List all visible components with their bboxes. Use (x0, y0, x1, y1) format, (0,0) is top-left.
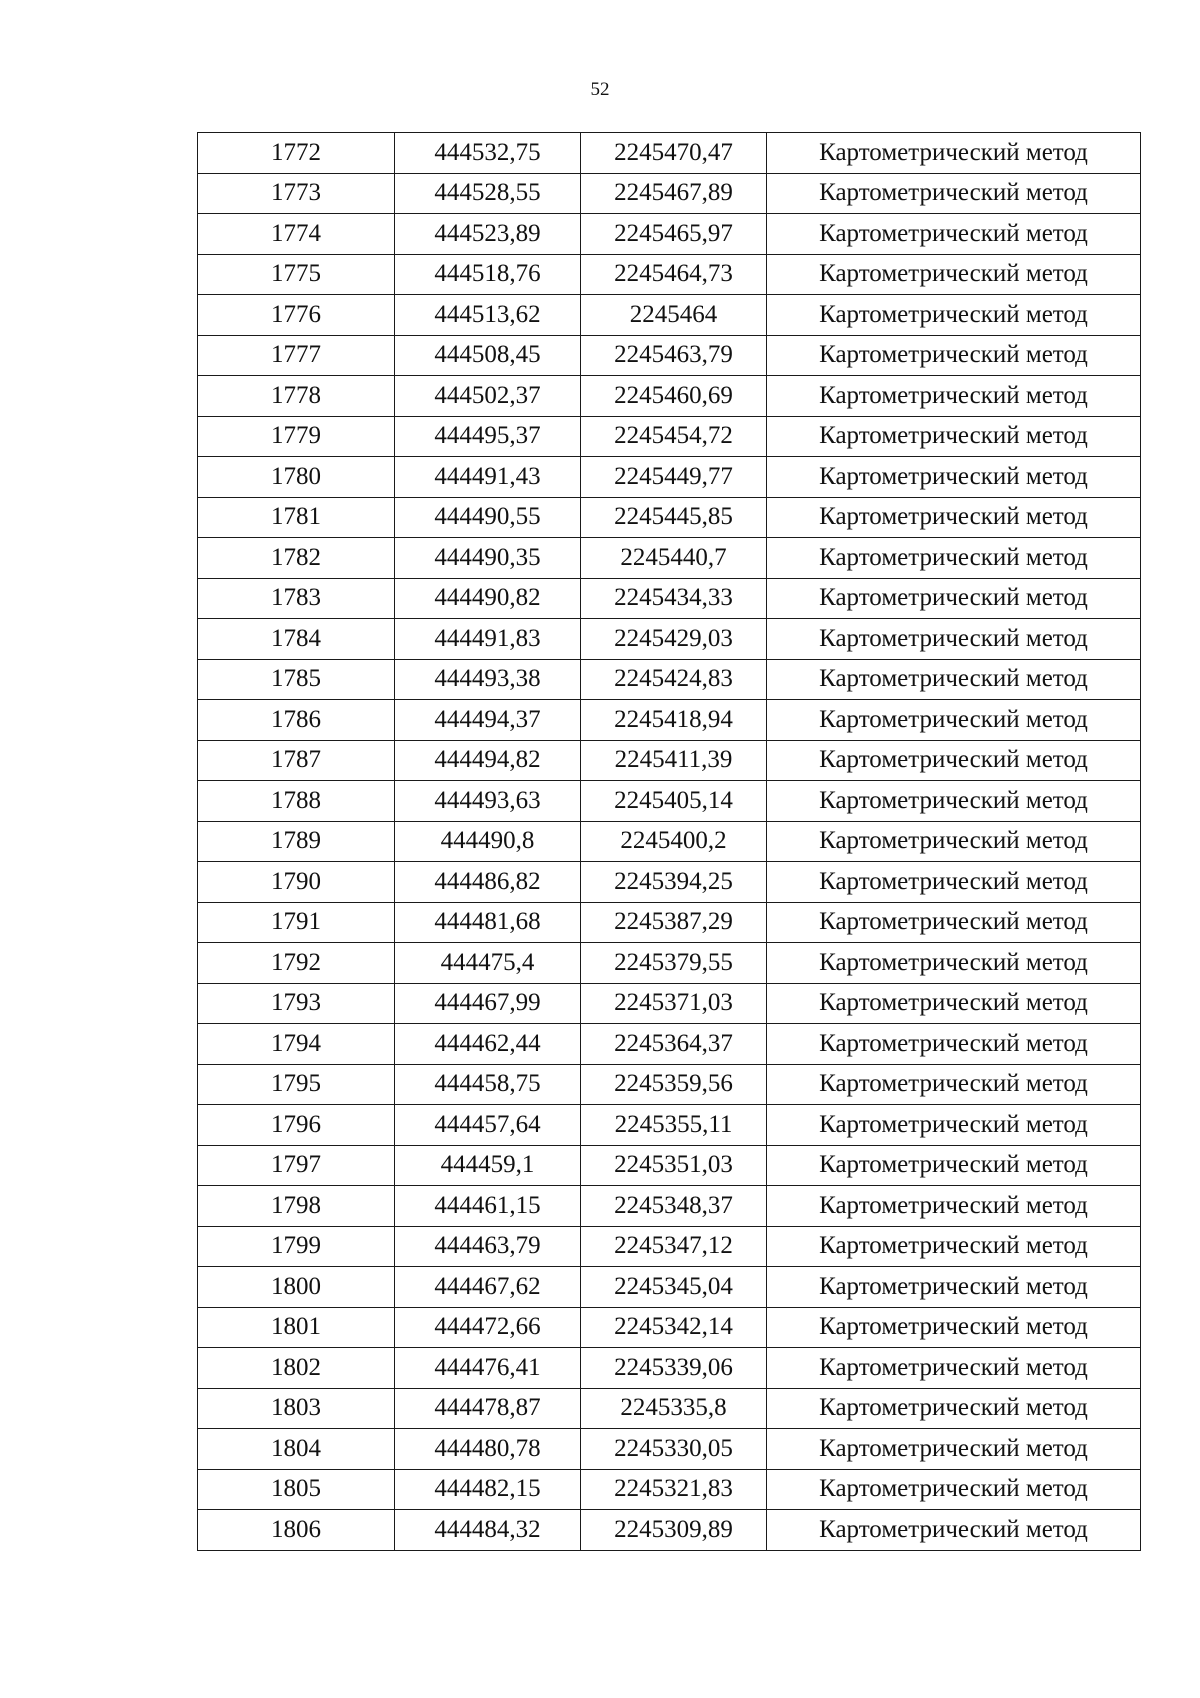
y-coordinate-cell: 2245339,06 (581, 1348, 767, 1389)
point-number-cell: 1796 (198, 1105, 395, 1146)
method-cell: Картометрический метод (767, 173, 1141, 214)
y-coordinate-cell: 2245347,12 (581, 1226, 767, 1267)
method-cell: Картометрический метод (767, 1145, 1141, 1186)
method-cell: Картометрический метод (767, 214, 1141, 255)
table-row (198, 1186, 1141, 1227)
method-cell: Картометрический метод (767, 376, 1141, 417)
x-coordinate-cell: 444532,75 (395, 133, 581, 174)
y-coordinate-cell: 2245345,04 (581, 1267, 767, 1308)
table-row (198, 983, 1141, 1024)
point-number-cell: 1788 (198, 781, 395, 822)
table-row (198, 1307, 1141, 1348)
method-cell: Картометрический метод (767, 1429, 1141, 1470)
x-coordinate-cell: 444491,43 (395, 457, 581, 498)
point-number-cell: 1783 (198, 578, 395, 619)
x-coordinate-cell: 444472,66 (395, 1307, 581, 1348)
x-coordinate-cell: 444457,64 (395, 1105, 581, 1146)
point-number-cell: 1773 (198, 173, 395, 214)
x-coordinate-cell: 444478,87 (395, 1388, 581, 1429)
point-number-cell: 1794 (198, 1024, 395, 1065)
y-coordinate-cell: 2245379,55 (581, 943, 767, 984)
x-coordinate-cell: 444490,35 (395, 538, 581, 579)
method-cell: Картометрический метод (767, 1064, 1141, 1105)
table-row (198, 781, 1141, 822)
method-cell: Картометрический метод (767, 902, 1141, 943)
table-row (198, 376, 1141, 417)
y-coordinate-cell: 2245355,11 (581, 1105, 767, 1146)
x-coordinate-cell: 444467,99 (395, 983, 581, 1024)
x-coordinate-cell: 444513,62 (395, 295, 581, 336)
table-row (198, 295, 1141, 336)
point-number-cell: 1778 (198, 376, 395, 417)
method-cell: Картометрический метод (767, 254, 1141, 295)
method-cell: Картометрический метод (767, 700, 1141, 741)
point-number-cell: 1775 (198, 254, 395, 295)
x-coordinate-cell: 444502,37 (395, 376, 581, 417)
x-coordinate-cell: 444491,83 (395, 619, 581, 660)
table-row (198, 1064, 1141, 1105)
table-row (198, 1226, 1141, 1267)
y-coordinate-cell: 2245359,56 (581, 1064, 767, 1105)
y-coordinate-cell: 2245348,37 (581, 1186, 767, 1227)
table-row (198, 538, 1141, 579)
point-number-cell: 1784 (198, 619, 395, 660)
method-cell: Картометрический метод (767, 740, 1141, 781)
method-cell: Картометрический метод (767, 821, 1141, 862)
point-number-cell: 1802 (198, 1348, 395, 1389)
y-coordinate-cell: 2245364,37 (581, 1024, 767, 1065)
method-cell: Картометрический метод (767, 983, 1141, 1024)
x-coordinate-cell: 444475,4 (395, 943, 581, 984)
y-coordinate-cell: 2245321,83 (581, 1469, 767, 1510)
point-number-cell: 1772 (198, 133, 395, 174)
point-number-cell: 1790 (198, 862, 395, 903)
x-coordinate-cell: 444490,82 (395, 578, 581, 619)
y-coordinate-cell: 2245434,33 (581, 578, 767, 619)
y-coordinate-cell: 2245470,47 (581, 133, 767, 174)
y-coordinate-cell: 2245394,25 (581, 862, 767, 903)
table-row (198, 1388, 1141, 1429)
table-row (198, 497, 1141, 538)
point-number-cell: 1798 (198, 1186, 395, 1227)
method-cell: Картометрический метод (767, 862, 1141, 903)
x-coordinate-cell: 444480,78 (395, 1429, 581, 1470)
point-number-cell: 1780 (198, 457, 395, 498)
y-coordinate-cell: 2245335,8 (581, 1388, 767, 1429)
y-coordinate-cell: 2245309,89 (581, 1510, 767, 1551)
y-coordinate-cell: 2245465,97 (581, 214, 767, 255)
y-coordinate-cell: 2245342,14 (581, 1307, 767, 1348)
point-number-cell: 1789 (198, 821, 395, 862)
y-coordinate-cell: 2245418,94 (581, 700, 767, 741)
table-row (198, 1348, 1141, 1389)
point-number-cell: 1781 (198, 497, 395, 538)
x-coordinate-cell: 444490,55 (395, 497, 581, 538)
point-number-cell: 1791 (198, 902, 395, 943)
x-coordinate-cell: 444508,45 (395, 335, 581, 376)
x-coordinate-cell: 444495,37 (395, 416, 581, 457)
y-coordinate-cell: 2245424,83 (581, 659, 767, 700)
x-coordinate-cell: 444523,89 (395, 214, 581, 255)
method-cell: Картометрический метод (767, 295, 1141, 336)
method-cell: Картометрический метод (767, 1469, 1141, 1510)
table-row (198, 1429, 1141, 1470)
point-number-cell: 1774 (198, 214, 395, 255)
method-cell: Картометрический метод (767, 1267, 1141, 1308)
y-coordinate-cell: 2245371,03 (581, 983, 767, 1024)
table-row (198, 1105, 1141, 1146)
x-coordinate-cell: 444476,41 (395, 1348, 581, 1389)
method-cell: Картометрический метод (767, 619, 1141, 660)
table-row (198, 659, 1141, 700)
page-number: 52 (590, 79, 610, 100)
coordinates-table-body (198, 133, 1141, 1551)
method-cell: Картометрический метод (767, 457, 1141, 498)
point-number-cell: 1805 (198, 1469, 395, 1510)
table-row (198, 1145, 1141, 1186)
x-coordinate-cell: 444484,32 (395, 1510, 581, 1551)
y-coordinate-cell: 2245454,72 (581, 416, 767, 457)
table-row (198, 943, 1141, 984)
x-coordinate-cell: 444481,68 (395, 902, 581, 943)
x-coordinate-cell: 444459,1 (395, 1145, 581, 1186)
table-row (198, 457, 1141, 498)
y-coordinate-cell: 2245411,39 (581, 740, 767, 781)
method-cell: Картометрический метод (767, 1307, 1141, 1348)
x-coordinate-cell: 444493,38 (395, 659, 581, 700)
table-row (198, 254, 1141, 295)
table-row (198, 133, 1141, 174)
coordinates-table (197, 132, 1141, 1551)
method-cell: Картометрический метод (767, 1388, 1141, 1429)
y-coordinate-cell: 2245449,77 (581, 457, 767, 498)
method-cell: Картометрический метод (767, 1226, 1141, 1267)
x-coordinate-cell: 444528,55 (395, 173, 581, 214)
method-cell: Картометрический метод (767, 538, 1141, 579)
method-cell: Картометрический метод (767, 1186, 1141, 1227)
y-coordinate-cell: 2245464,73 (581, 254, 767, 295)
table-row (198, 1024, 1141, 1065)
x-coordinate-cell: 444486,82 (395, 862, 581, 903)
method-cell: Картометрический метод (767, 416, 1141, 457)
table-row (198, 619, 1141, 660)
point-number-cell: 1786 (198, 700, 395, 741)
point-number-cell: 1776 (198, 295, 395, 336)
table-row (198, 1510, 1141, 1551)
x-coordinate-cell: 444490,8 (395, 821, 581, 862)
y-coordinate-cell: 2245387,29 (581, 902, 767, 943)
y-coordinate-cell: 2245330,05 (581, 1429, 767, 1470)
y-coordinate-cell: 2245464 (581, 295, 767, 336)
method-cell: Картометрический метод (767, 578, 1141, 619)
point-number-cell: 1779 (198, 416, 395, 457)
point-number-cell: 1804 (198, 1429, 395, 1470)
x-coordinate-cell: 444482,15 (395, 1469, 581, 1510)
point-number-cell: 1792 (198, 943, 395, 984)
method-cell: Картометрический метод (767, 335, 1141, 376)
method-cell: Картометрический метод (767, 1510, 1141, 1551)
x-coordinate-cell: 444518,76 (395, 254, 581, 295)
method-cell: Картометрический метод (767, 943, 1141, 984)
point-number-cell: 1793 (198, 983, 395, 1024)
point-number-cell: 1806 (198, 1510, 395, 1551)
point-number-cell: 1801 (198, 1307, 395, 1348)
table-row (198, 740, 1141, 781)
y-coordinate-cell: 2245351,03 (581, 1145, 767, 1186)
point-number-cell: 1785 (198, 659, 395, 700)
table-row (198, 1469, 1141, 1510)
point-number-cell: 1803 (198, 1388, 395, 1429)
point-number-cell: 1787 (198, 740, 395, 781)
x-coordinate-cell: 444494,82 (395, 740, 581, 781)
table-row (198, 335, 1141, 376)
y-coordinate-cell: 2245463,79 (581, 335, 767, 376)
x-coordinate-cell: 444458,75 (395, 1064, 581, 1105)
point-number-cell: 1800 (198, 1267, 395, 1308)
y-coordinate-cell: 2245405,14 (581, 781, 767, 822)
x-coordinate-cell: 444463,79 (395, 1226, 581, 1267)
point-number-cell: 1795 (198, 1064, 395, 1105)
table-row (198, 578, 1141, 619)
table-row (198, 700, 1141, 741)
method-cell: Картометрический метод (767, 1348, 1141, 1389)
method-cell: Картометрический метод (767, 133, 1141, 174)
table-row (198, 862, 1141, 903)
y-coordinate-cell: 2245445,85 (581, 497, 767, 538)
point-number-cell: 1782 (198, 538, 395, 579)
y-coordinate-cell: 2245460,69 (581, 376, 767, 417)
table-row (198, 821, 1141, 862)
point-number-cell: 1777 (198, 335, 395, 376)
y-coordinate-cell: 2245467,89 (581, 173, 767, 214)
x-coordinate-cell: 444467,62 (395, 1267, 581, 1308)
table-row (198, 173, 1141, 214)
method-cell: Картометрический метод (767, 781, 1141, 822)
y-coordinate-cell: 2245400,2 (581, 821, 767, 862)
point-number-cell: 1797 (198, 1145, 395, 1186)
x-coordinate-cell: 444462,44 (395, 1024, 581, 1065)
method-cell: Картометрический метод (767, 659, 1141, 700)
y-coordinate-cell: 2245440,7 (581, 538, 767, 579)
point-number-cell: 1799 (198, 1226, 395, 1267)
table-row (198, 902, 1141, 943)
table-row (198, 214, 1141, 255)
y-coordinate-cell: 2245429,03 (581, 619, 767, 660)
x-coordinate-cell: 444494,37 (395, 700, 581, 741)
method-cell: Картометрический метод (767, 1024, 1141, 1065)
method-cell: Картометрический метод (767, 1105, 1141, 1146)
x-coordinate-cell: 444461,15 (395, 1186, 581, 1227)
method-cell: Картометрический метод (767, 497, 1141, 538)
x-coordinate-cell: 444493,63 (395, 781, 581, 822)
table-row (198, 1267, 1141, 1308)
table-row (198, 416, 1141, 457)
